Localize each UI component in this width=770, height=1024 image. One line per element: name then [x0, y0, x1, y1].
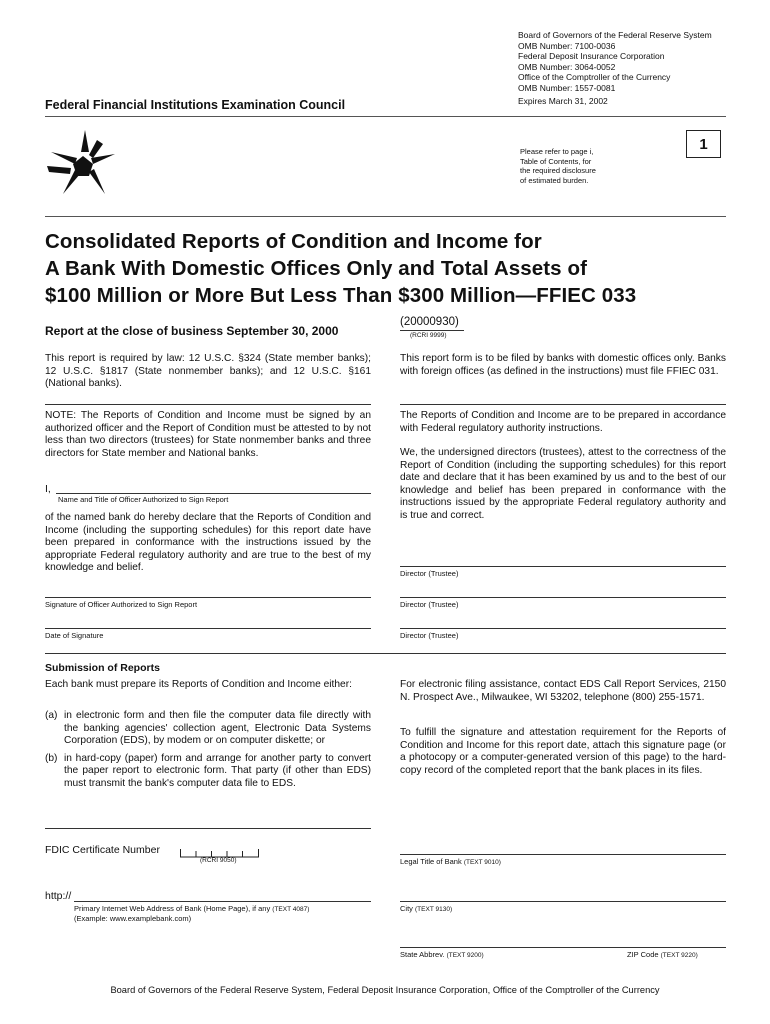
signature-caption: Signature of Officer Authorized to Sign Report	[45, 600, 198, 609]
note-text: NOTE: The Reports of Condition and Income must be signed by an authorized officer and the Report of Condition must be attested to by not less than two directors (trustees) for State nonmember banks and three directors for State member and National banks.	[45, 410, 371, 459]
director-1-field[interactable]	[400, 566, 726, 567]
header-rule	[45, 116, 726, 117]
report-date-code: (RCRI 9999)	[410, 332, 447, 339]
omb-fdic: OMB Number: 3064-0052	[518, 61, 616, 72]
list-item: (a) in electronic form and then file the computer data file directly with the banking agencies' collection agent, Electronic Data Systems Corporation (EDS), by modem or on computer diskette; or	[45, 710, 371, 747]
signature-req-text: To fulfill the signature and attestation requirement for the Reports of Condition and Income for this report date, attach this signature page (or a photocopy or a computer-generated version of this page) to the hard-copy record of the completed report that the bank places in its files.	[400, 727, 726, 776]
footer-agencies: Board of Governors of the Federal Reserve System, Federal Deposit Insurance Corporation, Office of the Comptroller of the Currency	[110, 985, 660, 995]
agency-occ: Office of the Comptroller of the Currency	[518, 72, 671, 83]
agency-block	[518, 30, 758, 106]
submission-heading: Submission of Reports	[45, 662, 160, 674]
http-prefix: http://	[45, 890, 72, 902]
fields-rule	[45, 828, 371, 829]
web-example: (Example: www.examplebank.com)	[74, 914, 192, 923]
legal-title-field[interactable]	[400, 854, 726, 855]
form-title: Consolidated Reports of Condition and Income for A Bank With Domestic Offices Only and Total Assets of $100 Million or More But Less Than $300 Million—FFIEC 033	[45, 230, 637, 307]
declaration-text: of the named bank do hereby declare that the Reports of Condition and Income (including the supporting schedules) for this report date have been prepared in conformance with the instructions issued by the appropriate Federal regulatory authority and are true to the best of my knowledge and belief.	[45, 512, 371, 574]
filing-text: This report form is to be filed by banks with domestic offices only. Banks with foreign offices (as defined in the instructions) must file FFIEC 031.	[400, 353, 726, 377]
state-zip-field[interactable]	[400, 947, 726, 948]
director-3-caption: Director (Trustee)	[400, 631, 459, 640]
officer-caption: Name and Title of Officer Authorized to Sign Report	[58, 495, 229, 504]
signature-date-field[interactable]	[45, 628, 371, 629]
submission-options	[45, 710, 371, 791]
omb-frb: OMB Number: 7100-0036	[518, 40, 616, 51]
director-1-caption: Director (Trustee)	[400, 569, 459, 578]
list-item: (b) in hard-copy (paper) form and arrange for another party to convert the paper report to electronic form. That party (if other than EDS) must transmit the bank's computer data file to EDS.	[45, 752, 371, 789]
date-caption: Date of Signature	[45, 631, 104, 640]
prepared-text: The Reports of Condition and Income are to be prepared in accordance with Federal regulatory authority instructions.	[400, 410, 726, 434]
i-label: I,	[45, 483, 51, 495]
fdic-code: (RCRI 9050)	[200, 857, 237, 864]
fdic-label: FDIC Certificate Number	[45, 844, 160, 856]
web-caption: Primary Internet Web Address of Bank (Home Page), if any (TEXT 4087)	[74, 904, 310, 913]
agency-frb: Board of Governors of the Federal Reserve System	[518, 30, 712, 40]
city-caption: City (TEXT 9130)	[400, 904, 453, 913]
zip-caption: ZIP Code (TEXT 9220)	[627, 950, 698, 959]
submission-rule	[45, 653, 726, 654]
submission-intro: Each bank must prepare its Reports of Condition and Income either:	[45, 679, 352, 690]
expiration: Expires March 31, 2002	[518, 95, 608, 106]
officer-signature-field[interactable]	[45, 597, 371, 598]
page-number: 1	[686, 130, 721, 158]
law-text: This report is required by law: 12 U.S.C. §324 (State member banks); 12 U.S.C. §1817 (State nonmember banks); and 12 U.S.C. §161 (National banks).	[45, 353, 371, 390]
director-2-caption: Director (Trustee)	[400, 600, 459, 609]
state-caption: State Abbrev. (TEXT 9200)	[400, 950, 484, 959]
omb-occ: OMB Number: 1557-0081	[518, 82, 616, 93]
section-rule-left	[45, 404, 371, 405]
report-close-label: Report at the close of business September 30, 2000	[45, 324, 339, 338]
directors-text: We, the undersigned directors (trustees), attest to the correctness of the Report of Condition (including the supporting schedules) for this report date and declare that it has been examined by us and to the best of our knowledge and belief has been prepared in conformance with the instructions issued by the appropriate Federal regulatory authority and is true and correct.	[400, 447, 726, 521]
report-date-value[interactable]: (20000930)	[400, 316, 459, 328]
council-name: Federal Financial Institutions Examination Council	[45, 98, 346, 112]
legal-title-caption: Legal Title of Bank (TEXT 9010)	[400, 857, 501, 866]
director-2-field[interactable]	[400, 597, 726, 598]
ffiec-logo-icon	[45, 128, 121, 200]
agency-fdic: Federal Deposit Insurance Corporation	[518, 51, 665, 62]
burden-note: Please refer to page i, Table of Contents, for the required disclosure of estimated burden.	[520, 147, 596, 185]
report-date-line	[400, 330, 464, 331]
section-rule-right	[400, 404, 726, 405]
assistance-text: For electronic filing assistance, contact EDS Call Report Services, 2150 N. Prospect Ave., Milwaukee, WI 53202, telephone (800) 255-1571.	[400, 679, 726, 703]
web-address-field[interactable]	[74, 901, 371, 902]
title-rule	[45, 216, 726, 217]
city-field[interactable]	[400, 901, 726, 902]
director-3-field[interactable]	[400, 628, 726, 629]
officer-name-field[interactable]	[56, 493, 371, 494]
